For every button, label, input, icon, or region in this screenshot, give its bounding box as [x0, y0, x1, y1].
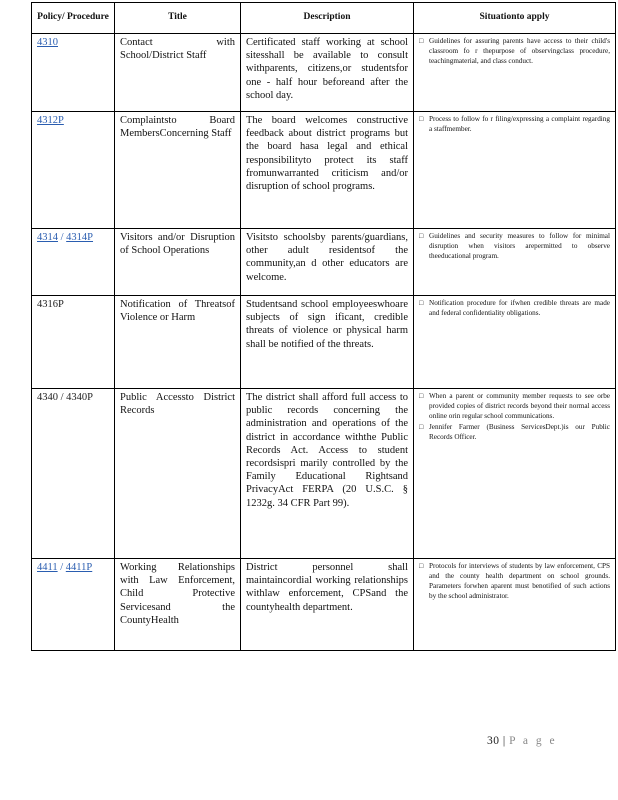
header-title: Title	[115, 3, 241, 34]
table-row	[32, 34, 616, 112]
description-cell: Certificated staff working at school sitesshall be available to consult withparents, citizens,or studentsfor one - half hour beforeand after the school day.	[241, 34, 414, 112]
policy-cell	[32, 296, 115, 389]
policy-link[interactable]: 4312P	[37, 115, 64, 126]
policy-link[interactable]: 4310	[37, 37, 58, 48]
checkbox-bullet-icon: □	[419, 562, 424, 570]
situation-item	[419, 422, 610, 442]
situation-cell	[414, 296, 616, 389]
situation-cell	[414, 112, 616, 229]
table-row	[32, 112, 616, 229]
title-cell: Working Relationships with Law Enforcement, Child Protective Servicesand the CountyHealth	[115, 559, 241, 651]
policy-separator: /	[58, 232, 67, 243]
situation-list	[419, 391, 610, 442]
policy-separator: /	[57, 562, 66, 573]
situation-text: Guidelines for assuring parents have access to their child's classroom fo r thepurpose of observingclass procedure, teachingmaterial, and class conduct.	[429, 37, 610, 65]
situation-item	[419, 36, 610, 66]
situation-list	[419, 36, 610, 66]
policy-cell	[32, 112, 115, 229]
page-label: P a g e	[509, 735, 558, 747]
situation-text: Protocols for interviews of students by law enforcement, CPS and the county health department on school grounds. Parameters forwhen aparent must benotified of such actions by the school administrator.	[429, 562, 610, 600]
policy-link[interactable]: 4411P	[65, 562, 93, 573]
table-row	[32, 389, 616, 559]
header-policy: Policy/ Procedure	[32, 3, 115, 34]
situation-list	[419, 231, 610, 261]
situation-item	[419, 298, 610, 318]
policy-cell	[32, 389, 115, 559]
situation-list	[419, 561, 610, 601]
policy-cell	[32, 559, 115, 651]
checkbox-bullet-icon: □	[419, 232, 424, 240]
situation-cell	[414, 389, 616, 559]
title-cell: Visitors and/or Disruption of School Operations	[115, 229, 241, 296]
title-cell: Complaintsto Board MembersConcerning Staff	[115, 112, 241, 229]
description-cell: Studentsand school employeeswhoare subjects of sign ificant, credible threats of violence or physical harm shall be notified of the threats.	[241, 296, 414, 389]
header-situation: Situationto apply	[414, 3, 616, 34]
situation-item	[419, 114, 610, 134]
situation-item	[419, 561, 610, 601]
title-cell: Notification of Threatsof Violence or Harm	[115, 296, 241, 389]
situation-list	[419, 114, 610, 134]
description-cell: Visitsto schoolsby parents/guardians, other adult residentsof the community,an d other educators are welcome.	[241, 229, 414, 296]
policy-link[interactable]: 4411	[37, 562, 58, 573]
policy-number: 4340 / 4340P	[37, 392, 94, 403]
checkbox-bullet-icon: □	[419, 115, 424, 123]
situation-text: When a parent or community member requests to see orbe provided copies of district records beyond their normal access online orin regular school communications.	[429, 392, 610, 420]
title-cell: Public Accessto District Records	[115, 389, 241, 559]
table-row	[32, 229, 616, 296]
policy-link[interactable]: 4314	[37, 232, 58, 243]
situation-item	[419, 391, 610, 421]
policy-table	[31, 2, 616, 651]
title-cell: Contact with School/District Staff	[115, 34, 241, 112]
situation-text: Process to follow fo r filing/expressing a complaint regarding a staffmember.	[429, 115, 610, 133]
checkbox-bullet-icon: □	[419, 37, 424, 45]
policy-cell	[32, 229, 115, 296]
page-number: 30	[487, 735, 500, 747]
situation-cell	[414, 559, 616, 651]
situation-item	[419, 231, 610, 261]
checkbox-bullet-icon: □	[419, 392, 424, 400]
page-separator: |	[502, 735, 506, 747]
description-cell: The board welcomes constructive feedback about district programs but the board hasa legal and ethical responsibilityto protect its staff fromunwarranted criticism and/or disruption of school programs.	[241, 112, 414, 229]
policy-cell	[32, 34, 115, 112]
table-row	[32, 559, 616, 651]
situation-cell	[414, 34, 616, 112]
table-row	[32, 296, 616, 389]
page-footer	[487, 735, 557, 747]
situation-text: Jennifer Farmer (Business ServicesDept.)is our Public Records Officer.	[429, 423, 610, 441]
description-cell: The district shall afford full access to public records concerning the administration and operations of the district in accordance withthe Public Records Act. Access to student recordsispri marily controlled by the Family Educational Rightsand PrivacyAct FERPA (20 U.S.C. § 1232g. 34 CFR Part 99).	[241, 389, 414, 559]
situation-text: Guidelines and security measures to follow for minimal disruption when visitors arepermitted to observe theeducational program.	[429, 232, 610, 260]
situation-list	[419, 298, 610, 318]
table-header-row	[32, 3, 616, 34]
description-cell: District personnel shall maintaincordial working relationships withlaw enforcement, CPSand the countyhealth department.	[241, 559, 414, 651]
policy-number: 4316P	[37, 299, 64, 310]
checkbox-bullet-icon: □	[419, 299, 424, 307]
header-description: Description	[241, 3, 414, 34]
policy-link[interactable]: 4314P	[66, 232, 94, 243]
checkbox-bullet-icon: □	[419, 423, 424, 431]
situation-cell	[414, 229, 616, 296]
situation-text: Notification procedure for ifwhen credible threats are made and federal confidentiality obligations.	[429, 299, 610, 317]
